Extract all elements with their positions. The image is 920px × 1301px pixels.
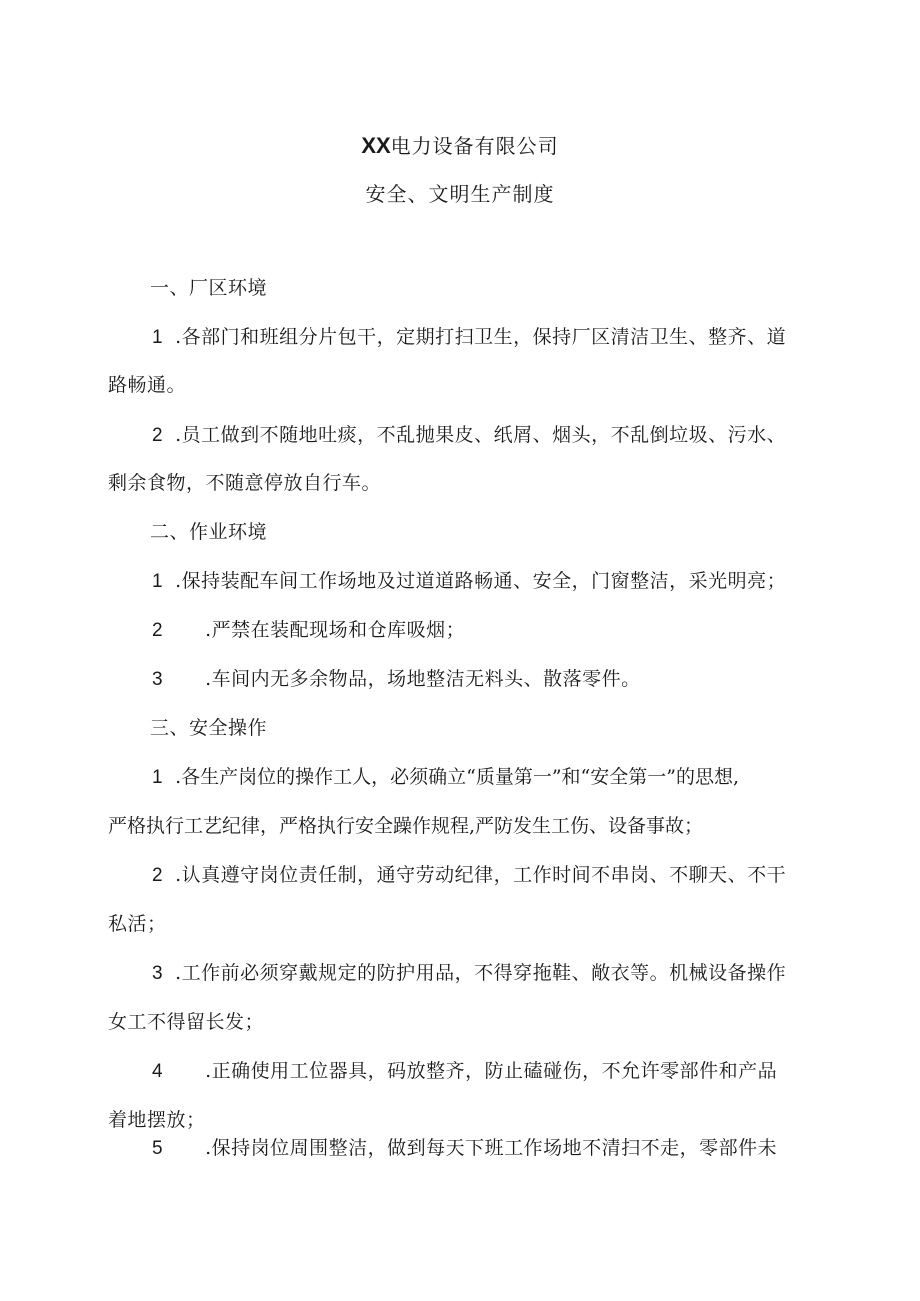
item-text: .正确使用工位器具，码放整齐，防止磕碰伤，不允许零部件和产品 (205, 1060, 778, 1082)
item-text: .保持装配车间工作场地及过道道路畅通、安全，门窗整洁，采光明亮； (175, 570, 787, 592)
item-number: 4 (152, 1061, 164, 1082)
list-item (152, 567, 786, 596)
item-text: .保持岗位周围整洁，做到每天下班工作场地不清扫不走，零部件未 (205, 1137, 778, 1159)
item-text: .认真遵守岗位责任制，通守劳动纪律，工作时间不串岗、不聊天、不干 (175, 864, 787, 886)
company-title (0, 132, 920, 160)
item-text-continued: 着地摆放； (108, 1109, 206, 1131)
item-number: 3 (152, 669, 164, 690)
list-item (152, 323, 786, 352)
list-item (152, 1057, 777, 1086)
item-text: .工作前必须穿戴规定的防护用品，不得穿拖鞋、敞衣等。机械设备操作 (175, 962, 787, 984)
list-item (152, 665, 641, 694)
section-heading: 一、厂区环境 (150, 277, 268, 299)
list-item (152, 1134, 777, 1163)
item-number: 1 (152, 327, 164, 348)
list-item (152, 959, 786, 988)
item-number: 2 (152, 865, 164, 886)
item-text-continued: 严格执行工艺纪律，严格执行安全躁作规程,严防发生工伤、设备事故； (108, 815, 704, 837)
section-heading: 三、安全操作 (150, 717, 268, 739)
item-text-continued: 剩余食物，不随意停放自行车。 (108, 472, 382, 494)
item-number: 5 (152, 1138, 164, 1159)
item-number: 2 (152, 425, 164, 446)
item-text: .各部门和班组分片包干，定期打扫卫生，保持厂区清洁卫生、整齐、道 (175, 326, 787, 348)
item-number: 2 (152, 620, 164, 641)
list-item (152, 421, 786, 450)
item-number: 3 (152, 963, 164, 984)
item-text: .各生产岗位的操作工人，必须确立“质量第一”和“安全第一”的思想, (175, 766, 740, 788)
list-item (152, 616, 465, 645)
item-text-continued: 私活； (108, 913, 167, 935)
document-title: 安全、文明生产制度 (365, 182, 555, 206)
item-text: .员工做到不随地吐痰，不乱抛果皮、纸屑、烟头，不乱倒垃圾、污水、 (175, 424, 787, 446)
list-item (152, 763, 739, 792)
item-text-continued: 女工不得留长发； (108, 1011, 265, 1033)
item-number: 1 (152, 571, 164, 592)
item-number: 1 (152, 767, 164, 788)
company-prefix: XX (361, 133, 391, 158)
item-text: .严禁在装配现场和仓库吸烟； (205, 619, 466, 641)
list-item (152, 861, 786, 890)
item-text-continued: 路畅通。 (108, 374, 187, 396)
item-text: .车间内无多余物品，场地整洁无料头、散落零件。 (205, 668, 641, 690)
company-name: 电力设备有限公司 (390, 134, 559, 158)
section-heading: 二、作业环境 (150, 521, 268, 543)
